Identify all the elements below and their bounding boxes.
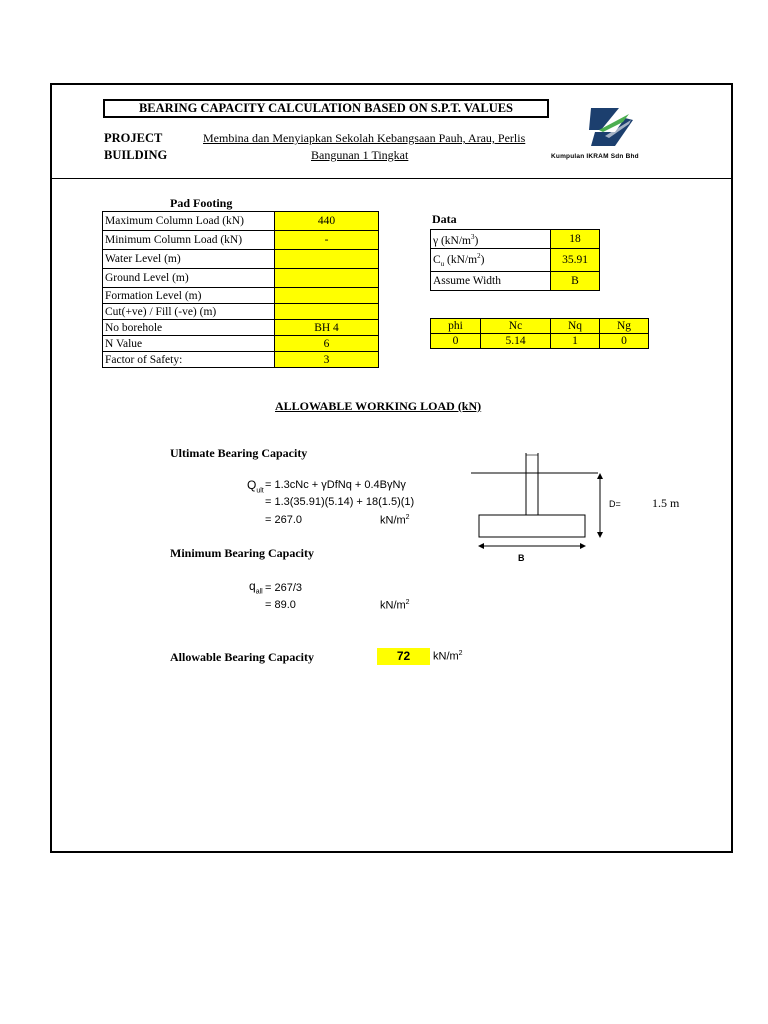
pad-footing-value	[275, 250, 379, 269]
ultimate-formula-line-1: = 1.3cNc + γDfNq + 0.4BγNγ	[265, 479, 406, 491]
table-row	[103, 336, 379, 352]
table-row	[103, 212, 379, 231]
table-row	[103, 320, 379, 336]
data-heading: Data	[432, 212, 457, 226]
table-row	[431, 272, 600, 291]
table-row	[431, 319, 649, 334]
allowable-unit: $kN/m^2$	[433, 650, 463, 663]
table-row	[103, 231, 379, 250]
pad-footing-value	[275, 269, 379, 288]
width-value: B	[551, 272, 600, 291]
table-row	[103, 288, 379, 304]
pad-footing-value: 6	[275, 336, 379, 352]
pad-footing-label: Formation Level (m)	[103, 288, 275, 304]
table-row	[431, 249, 600, 272]
pad-footing-table	[102, 211, 379, 368]
factor-header-nq: Nq	[551, 319, 600, 334]
pad-footing-label: Water Level (m)	[103, 250, 275, 269]
factor-header-phi: phi	[431, 319, 481, 334]
ultimate-heading: Ultimate Bearing Capacity	[170, 446, 308, 460]
factor-value-ng: 0	[600, 334, 649, 349]
ultimate-result: = 267.0	[265, 514, 303, 526]
pad-footing-label: No borehole	[103, 320, 275, 336]
factor-header-ng: Ng	[600, 319, 649, 334]
cu-label: $C_u$ $(kN/m^2)$	[431, 249, 551, 272]
factor-header-nc: Nc	[481, 319, 551, 334]
table-row	[431, 230, 600, 249]
pad-footing-value	[275, 304, 379, 320]
factor-value-phi: 0	[431, 334, 481, 349]
pad-footing-label: Ground Level (m)	[103, 269, 275, 288]
table-row	[103, 352, 379, 368]
gamma-value: 18	[551, 230, 600, 249]
document-title: BEARING CAPACITY CALCULATION BASED ON S.P.T. VALUES	[103, 99, 549, 118]
width-arrow-left	[478, 543, 484, 549]
project-value: Membina dan Menyiapkan Sekolah Kebangsaan Pauh, Arau, Perlis	[203, 131, 526, 145]
width-arrow-right	[580, 543, 586, 549]
pad-footing-value: BH 4	[275, 320, 379, 336]
table-row	[103, 250, 379, 269]
project-label: PROJECT	[104, 131, 163, 145]
pad-footing-value	[275, 288, 379, 304]
gamma-label: γ $(kN/m^3)$	[431, 230, 551, 249]
pad-footing-label: Maximum Column Load (kN)	[103, 212, 275, 231]
pad-footing-label: Minimum Column Load (kN)	[103, 231, 275, 250]
q-ult-symbol: $Q_{ult}$	[247, 478, 264, 495]
pad-footing-value: 440	[275, 212, 379, 231]
allowable-value: 72	[377, 648, 430, 665]
bearing-factors-table	[430, 318, 649, 349]
table-row	[103, 269, 379, 288]
allowable-working-load-heading: ALLOWABLE WORKING LOAD (kN)	[275, 399, 482, 413]
ultimate-unit: $kN/m^2$	[380, 514, 410, 527]
ultimate-formula-line-2: = 1.3(35.91)(5.14) + 18(1.5)(1)	[265, 496, 415, 508]
depth-value: 1.5 m	[652, 496, 680, 510]
footing-base	[479, 515, 585, 537]
building-label: BUILDING	[104, 148, 168, 162]
footing-diagram	[466, 448, 616, 556]
table-row	[431, 334, 649, 349]
depth-arrow-bottom	[597, 532, 603, 538]
allowable-heading: Allowable Bearing Capacity	[170, 650, 314, 664]
depth-label: D=	[609, 499, 621, 509]
data-table	[430, 229, 600, 291]
q-all-symbol: $q_{all}$	[249, 579, 263, 596]
width-label-b: B	[518, 553, 525, 563]
pad-footing-label: Cut(+ve) / Fill (-ve) (m)	[103, 304, 275, 320]
pad-footing-value: -	[275, 231, 379, 250]
header-divider	[50, 178, 733, 179]
cu-value: 35.91	[551, 249, 600, 272]
minimum-formula-line-1: = 267/3	[265, 582, 303, 594]
factor-value-nc: 5.14	[481, 334, 551, 349]
company-name: Kumpulan IKRAM Sdn Bhd	[551, 153, 639, 160]
pad-footing-value: 3	[275, 352, 379, 368]
building-value: Bangunan 1 Tingkat	[311, 148, 409, 162]
page-frame	[50, 83, 733, 853]
depth-arrow-top	[597, 473, 603, 479]
factor-value-nq: 1	[551, 334, 600, 349]
width-label: Assume Width	[431, 272, 551, 291]
table-row	[103, 304, 379, 320]
pad-footing-label: Factor of Safety:	[103, 352, 275, 368]
minimum-heading: Minimum Bearing Capacity	[170, 546, 314, 560]
minimum-unit: $kN/m^2$	[380, 599, 410, 612]
pad-footing-heading: Pad Footing	[170, 196, 233, 210]
pad-footing-label: N Value	[103, 336, 275, 352]
minimum-result: = 89.0	[265, 599, 296, 611]
company-logo-icon	[585, 106, 637, 148]
